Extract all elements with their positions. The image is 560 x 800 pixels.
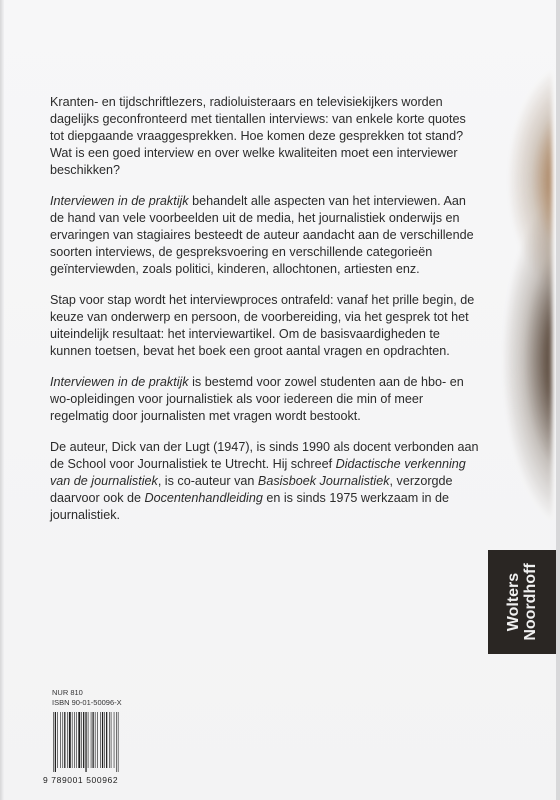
- publisher-name-line1: Wolters: [505, 572, 522, 632]
- book-title-ref: Interviewen in de praktijk: [50, 375, 189, 389]
- publisher-name-line2: Noordhoff: [522, 563, 539, 641]
- barcode-bar: [100, 712, 101, 768]
- barcode-bar: [102, 712, 103, 768]
- isbn-number: ISBN 90-01-50096-X: [52, 698, 122, 707]
- barcode-bar: [104, 712, 105, 768]
- book-title-ref: Docentenhandleiding: [144, 491, 263, 505]
- barcode-bar: [111, 712, 112, 768]
- catalog-info: [52, 688, 122, 708]
- nur-code: NUR 810: [52, 688, 83, 697]
- blurb-p1-text: Kranten- en tijdschriftlezers, radioluisteraars en televisiekijkers worden dagelijks geconfronteerd met tientallen interviews: van enkele korte quotes tot diepgaande vraaggesprekken. Hoe komen deze gesprekken tot stand? Wat is een goed interview en over welke kwaliteiten moet een interviewer beschikken?: [50, 95, 466, 177]
- barcode-bar: [91, 712, 92, 768]
- barcode-bar: [81, 712, 82, 768]
- barcode-bar: [64, 712, 65, 768]
- barcode-bar: [109, 712, 110, 768]
- author-bio-text: en is sinds 1975 werkzaam in de journalistiek.: [50, 491, 450, 522]
- barcode-bar: [74, 712, 75, 768]
- barcode-bar: [93, 712, 94, 768]
- barcode-bar: [60, 712, 61, 768]
- blurb-paragraph-3: [50, 292, 480, 360]
- portrait-photo-edge: [492, 60, 552, 530]
- blurb-p2-text: behandelt alle aspecten van het interviewen. Aan de hand van vele voorbeelden uit de media, het journalistiek onderwijs en ervaringen van stagiaires besteedt de auteur aandacht aan de verschillende soorten interviews, de gespreksvoering en verschillende categorieën geïnterviewden, zoals politici, kinderen, allochtonen, artiesten enz.: [50, 194, 474, 276]
- barcode-bar: [62, 712, 63, 768]
- barcode-bar: [88, 712, 89, 768]
- barcode-bar: [76, 712, 77, 768]
- barcode-bar: [57, 712, 58, 768]
- barcode-bar: [116, 712, 117, 772]
- barcode-number: 9 789001 500962: [43, 775, 119, 785]
- isbn-barcode: [53, 712, 135, 772]
- barcode-bar: [69, 712, 71, 768]
- blurb-paragraph-2: [50, 193, 480, 278]
- blurb-paragraph-4: [50, 374, 480, 425]
- barcode-bar: [118, 712, 119, 772]
- author-bio: [50, 439, 480, 524]
- author-bio-text: De auteur, Dick van der Lugt (1947), is sinds 1990 als docent verbonden aan de School voor Journalistiek te Utrecht. Hij schreef: [50, 440, 479, 471]
- author-bio-text: , verzorgde daarvoor ook de: [50, 474, 453, 505]
- book-title-ref: Interviewen in de praktijk: [50, 194, 189, 208]
- barcode-bar: [53, 712, 54, 772]
- blurb-p4-text: is bestemd voor zowel studenten aan de hbo- en wo-opleidingen voor journalistiek als voor iedereen die min of meer regelmatig door journalisten met vragen wordt bestookt.: [50, 375, 464, 423]
- barcode-bar: [85, 712, 86, 772]
- barcode-bar: [72, 712, 73, 768]
- blurb: [50, 94, 480, 538]
- book-title-ref: Didactische verkenning van de journalistiek: [50, 457, 466, 488]
- barcode-bar: [114, 712, 115, 768]
- barcode-bar: [106, 712, 107, 768]
- blurb-paragraph-1: [50, 94, 480, 179]
- barcode-bar: [67, 712, 68, 768]
- author-bio-text: , is co-auteur van: [157, 474, 258, 488]
- spine-edge: [0, 0, 4, 800]
- barcode-bar: [55, 712, 56, 772]
- book-title-ref: Basisboek Journalistiek: [257, 474, 390, 488]
- barcode-bar: [97, 712, 98, 768]
- barcode-bar: [78, 712, 80, 768]
- publisher-logo: [488, 550, 556, 654]
- barcode-bar: [95, 712, 96, 768]
- blurb-p3-text: Stap voor stap wordt het interviewproces ontrafeld: vanaf het prille begin, de keuze van onderwerp en persoon, de voorbereiding, via het gesprek tot het uiteindelijk resultaat: het interviewartikel. Om de basisvaardigheden te kunnen toetsen, bevat het boek een groot aantal vragen en opdrachten.: [50, 293, 475, 358]
- publisher-name: [505, 563, 539, 640]
- barcode-bar: [83, 712, 84, 768]
